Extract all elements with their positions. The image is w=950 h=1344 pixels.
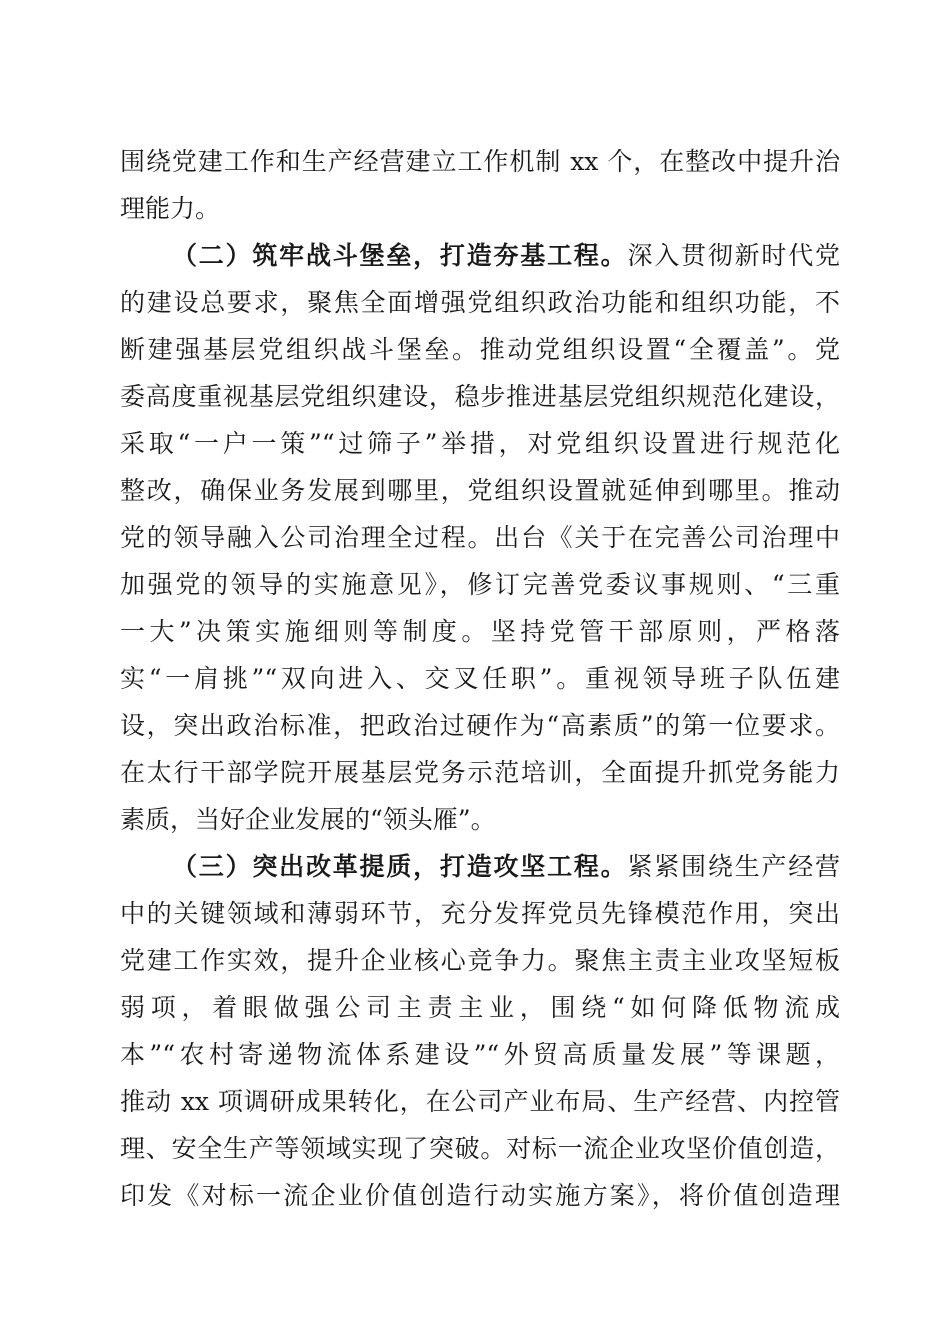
paragraph-2-line-1-text: 深入贯彻新时代党 bbox=[627, 241, 840, 270]
paragraph-1-line-1: 围绕党建工作和生产经营建立工作机制 xx 个，在整改中提升治 bbox=[120, 147, 840, 176]
paragraph-1-line-2: 理能力。 bbox=[120, 194, 221, 223]
paragraph-2-line-7: 党的领导融入公司治理全过程。出台《关于在完善公司治理中 bbox=[120, 523, 840, 552]
paragraph-3-line-1-text: 紧紧围绕生产经营 bbox=[627, 852, 840, 881]
paragraph-3-line-8: 印发《对标一流企业价值创造行动实施方案》，将价值创造理 bbox=[120, 1181, 840, 1210]
paragraph-3-line-2: 中的关键领域和薄弱环节，充分发挥党员先锋模范作用，突出 bbox=[120, 899, 840, 928]
paragraph-2-line-13: 素质，当好企业发展的“领头雁”。 bbox=[120, 805, 496, 834]
section-heading-3: （三）突出改革提质，打造攻坚工程。 bbox=[172, 852, 628, 881]
paragraph-2-line-3: 断建强基层党组织战斗堡垒。推动党组织设置“全覆盖”。党 bbox=[120, 335, 840, 364]
paragraph-3-line-1 bbox=[172, 852, 840, 882]
paragraph-3-line-4: 弱项，着眼做强公司主责主业，围绕“如何降低物流成 bbox=[120, 993, 840, 1022]
paragraph-2-line-1 bbox=[172, 241, 840, 271]
paragraph-2-line-10: 实“一肩挑”“双向进入、交叉任职”。重视领导班子队伍建 bbox=[120, 664, 840, 693]
paragraph-3-line-5: 本”“农村寄递物流体系建设”“外贸高质量发展”等课题， bbox=[120, 1040, 840, 1069]
paragraph-3-line-3: 党建工作实效，提升企业核心竞争力。聚焦主责主业攻坚短板 bbox=[120, 946, 840, 975]
paragraph-2-line-2: 的建设总要求，聚焦全面增强党组织政治功能和组织功能，不 bbox=[120, 288, 840, 317]
section-heading-2: （二）筑牢战斗堡垒，打造夯基工程。 bbox=[172, 241, 628, 270]
paragraph-2-line-11: 设，突出政治标准，把政治过硬作为“高素质”的第一位要求。 bbox=[120, 711, 840, 740]
paragraph-3-line-6: 推动 xx 项调研成果转化，在公司产业布局、生产经营、内控管 bbox=[120, 1087, 840, 1116]
paragraph-2-line-12: 在太行干部学院开展基层党务示范培训，全面提升抓党务能力 bbox=[120, 758, 840, 787]
paragraph-2-line-9: 一大”决策实施细则等制度。坚持党管干部原则，严格落 bbox=[120, 617, 840, 646]
paragraph-2-line-4: 委高度重视基层党组织建设，稳步推进基层党组织规范化建设， bbox=[120, 382, 840, 411]
paragraph-2-line-5: 采取“一户一策”“过筛子”举措，对党组织设置进行规范化 bbox=[120, 429, 840, 458]
paragraph-2-line-6: 整改，确保业务发展到哪里，党组织设置就延伸到哪里。推动 bbox=[120, 476, 840, 505]
paragraph-3-line-7: 理、安全生产等领域实现了突破。对标一流企业攻坚价值创造， bbox=[120, 1134, 840, 1163]
paragraph-2-line-8: 加强党的领导的实施意见》，修订完善党委议事规则、“三重 bbox=[120, 570, 840, 599]
